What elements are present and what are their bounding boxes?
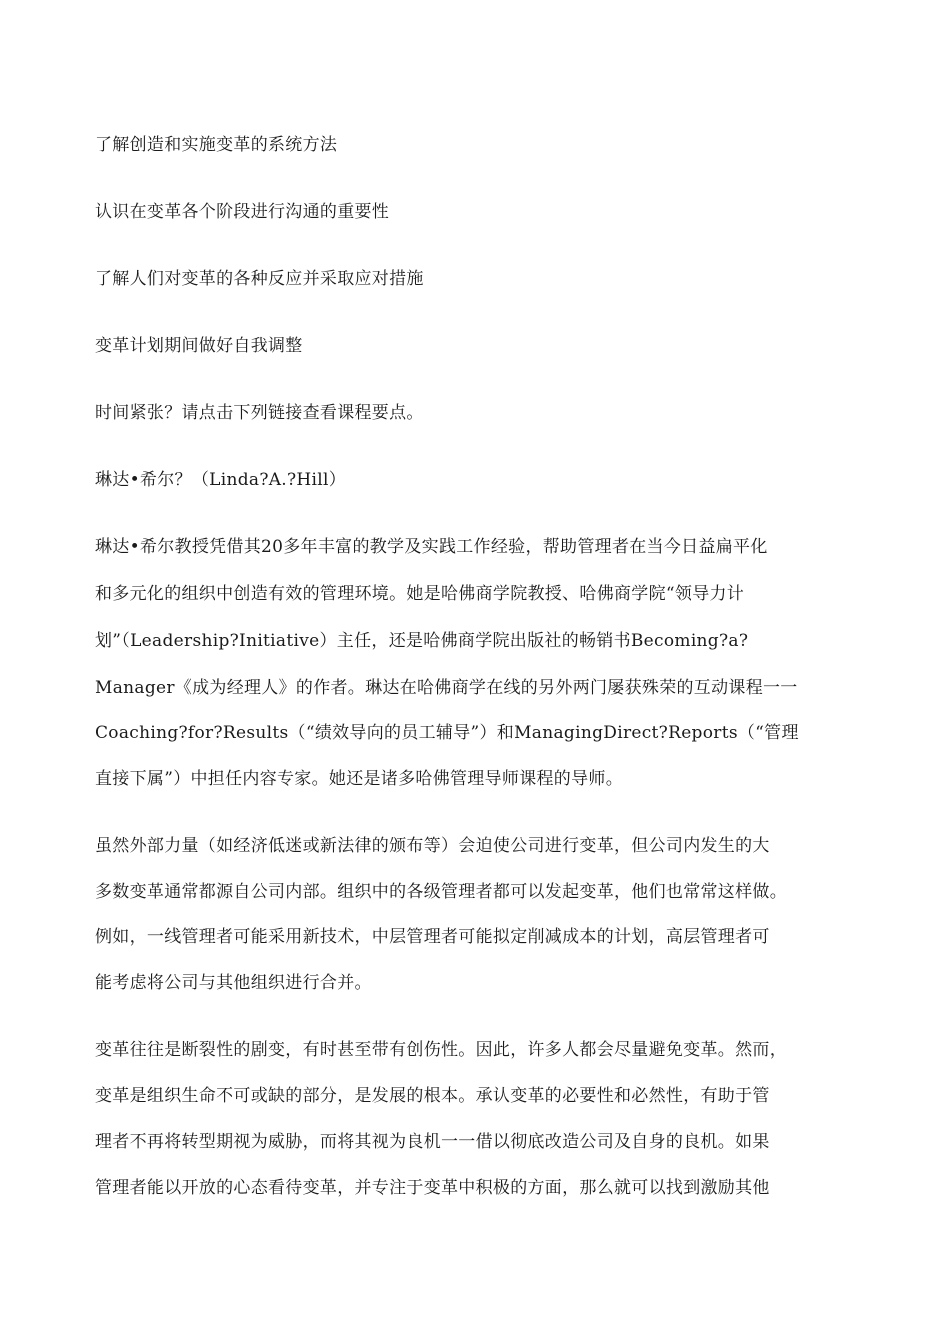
course-highlights-prompt: 时间紧张？请点击下列链接查看课程要点。 — [95, 403, 424, 423]
objective-line: 变革计划期间做好自我调整 — [95, 336, 303, 356]
author-heading: 琳达•希尔？（Linda?A.?Hill） — [95, 470, 347, 490]
objective-line: 了解创造和实施变革的系统方法 — [95, 135, 338, 155]
author-bio-line: 划”（Leadership?Initiative）主任，还是哈佛商学院出版社的畅销书Becoming?a? — [95, 631, 749, 651]
objective-line: 认识在变革各个阶段进行沟通的重要性 — [95, 202, 390, 222]
objective-line: 了解人们对变革的各种反应并采取应对措施 — [95, 269, 424, 289]
paragraph-line: 变革往往是断裂性的剧变，有时甚至带有创伤性。因此，许多人都会尽量避免变革。然而， — [95, 1040, 787, 1060]
author-bio-line: 琳达•希尔教授凭借其20多年丰富的教学及实践工作经验，帮助管理者在当今日益扁平化 — [95, 537, 768, 557]
author-bio-line: 和多元化的组织中创造有效的管理环境。她是哈佛商学院教授、哈佛商学院“领导力计 — [95, 584, 745, 604]
paragraph-line: 虽然外部力量（如经济低迷或新法律的颁布等）会迫使公司进行变革，但公司内发生的大 — [95, 836, 770, 856]
paragraph-line: 变革是组织生命不可或缺的部分，是发展的根本。承认变革的必要性和必然性，有助于管 — [95, 1086, 770, 1106]
paragraph-line: 管理者能以开放的心态看待变革，并专注于变革中积极的方面，那么就可以找到激励其他 — [95, 1178, 770, 1198]
author-bio-line: Coaching?for?Results（“绩效导向的员工辅导”）和ManagingDirect?Reports（“管理 — [95, 723, 799, 743]
author-bio-line: 直接下属”）中担任内容专家。她还是诸多哈佛管理导师课程的导师。 — [95, 769, 623, 789]
author-bio-line: Manager《成为经理人》的作者。琳达在哈佛商学在线的另外两门屡获殊荣的互动课程一一 — [95, 678, 798, 698]
paragraph-line: 例如，一线管理者可能采用新技术，中层管理者可能拟定削减成本的计划，高层管理者可 — [95, 927, 770, 947]
paragraph-line: 多数变革通常都源自公司内部。组织中的各级管理者都可以发起变革，他们也常常这样做。 — [95, 882, 787, 902]
paragraph-line: 理者不再将转型期视为威胁，而将其视为良机一一借以彻底改造公司及自身的良机。如果 — [95, 1132, 770, 1152]
paragraph-line: 能考虑将公司与其他组织进行合并。 — [95, 973, 372, 993]
